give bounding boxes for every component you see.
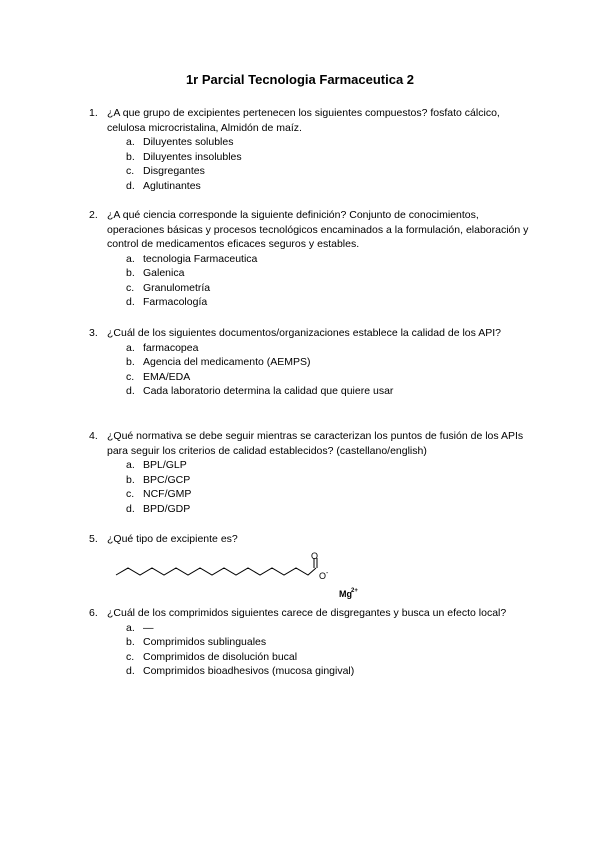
option-a[interactable] <box>126 135 529 150</box>
question-number: 3. <box>89 327 98 339</box>
question-number: 1. <box>89 107 98 119</box>
option-d[interactable] <box>126 384 529 399</box>
option-b[interactable] <box>126 473 529 488</box>
question-text: ¿A qué ciencia corresponde la siguiente definición? Conjunto de conocimientos, operaciones básicas y procesos tecnológicos encaminados a la formulación, elaboración y control de medicamentos eficaces seguros y estables. <box>107 209 529 250</box>
option-letter: b. <box>126 267 135 279</box>
option-a[interactable] <box>126 458 529 473</box>
option-letter: a. <box>126 459 135 471</box>
question-2 <box>89 208 529 310</box>
stearate-molecule-diagram <box>113 552 373 604</box>
option-c[interactable] <box>126 650 529 665</box>
option-text: Comprimidos sublinguales <box>143 636 267 648</box>
options-list <box>126 252 529 310</box>
page-title: 1r Parcial Tecnologia Farmaceutica 2 <box>185 72 415 87</box>
option-text: farmacopea <box>143 341 199 354</box>
option-letter: d. <box>126 385 135 397</box>
option-text: Comprimidos bioadhesivos (mucosa gingival) <box>143 665 355 677</box>
option-b[interactable] <box>126 266 529 281</box>
carbon-chain <box>116 568 316 575</box>
options-list <box>126 621 529 679</box>
option-b[interactable] <box>126 150 529 165</box>
question-number: 2. <box>89 209 98 221</box>
option-d[interactable] <box>126 502 529 517</box>
option-letter: b. <box>126 356 135 368</box>
option-letter: a. <box>126 621 135 634</box>
question-text: ¿A que grupo de excipientes pertenecen los siguientes compuestos? fosfato cálcico, celulosa microcristalina, Almidón de maíz. <box>107 107 500 134</box>
question-3 <box>89 326 529 399</box>
option-text: — <box>143 621 154 634</box>
option-text: Cada laboratorio determina la calidad que quiere usar <box>143 385 394 397</box>
question-text: ¿Cuál de los comprimidos siguientes carece de disgregantes y busca un efecto local? <box>107 607 507 619</box>
option-a[interactable] <box>126 621 529 636</box>
option-letter: a. <box>126 341 135 354</box>
option-text: Comprimidos de disolución bucal <box>143 650 298 663</box>
options-list <box>126 135 529 193</box>
option-d[interactable] <box>126 295 529 310</box>
option-letter: a. <box>126 252 135 265</box>
option-d[interactable] <box>126 179 529 194</box>
option-text: BPD/GDP <box>143 502 191 515</box>
option-text: Diluyentes insolubles <box>143 150 242 163</box>
option-text: Disgregantes <box>143 165 205 177</box>
option-text: Galenica <box>143 267 185 279</box>
question-4 <box>89 429 529 516</box>
cation-charge: 2+ <box>351 588 358 594</box>
option-c[interactable] <box>126 281 529 296</box>
option-letter: c. <box>126 488 135 500</box>
option-text: Granulometría <box>143 281 211 294</box>
option-letter: b. <box>126 473 135 486</box>
option-d[interactable] <box>126 664 529 679</box>
question-text: ¿Qué tipo de excipiente es? <box>107 533 238 545</box>
option-b[interactable] <box>126 355 529 370</box>
option-a[interactable] <box>126 252 529 267</box>
option-text: Diluyentes solubles <box>143 136 234 148</box>
option-text: EMA/EDA <box>143 370 191 383</box>
question-number: 6. <box>89 607 98 619</box>
option-letter: c. <box>126 650 135 663</box>
question-5 <box>89 532 529 547</box>
option-text: Aglutinantes <box>143 179 201 192</box>
option-c[interactable] <box>126 487 529 502</box>
question-text: ¿Qué normativa se debe seguir mientras se caracterizan los puntos de fusión de los APIs para seguir los criterios de calidad establecidos? (castellano/english) <box>107 430 524 457</box>
option-text: tecnologia Farmaceutica <box>143 252 258 265</box>
option-letter: a. <box>126 136 135 148</box>
option-letter: d. <box>126 296 135 308</box>
option-letter: b. <box>126 636 135 648</box>
oxygen-label: O <box>311 552 319 561</box>
option-letter: d. <box>126 502 135 515</box>
option-letter: d. <box>126 665 135 677</box>
option-letter: b. <box>126 150 135 163</box>
question-1 <box>89 106 529 193</box>
question-number: 5. <box>89 533 98 545</box>
option-text: BPL/GLP <box>143 459 187 471</box>
question-text: ¿Cuál de los siguientes documentos/organizaciones establece la calidad de los API? <box>107 327 501 339</box>
option-text: Farmacología <box>143 296 208 308</box>
question-number: 4. <box>89 430 98 442</box>
option-c[interactable] <box>126 164 529 179</box>
anion-charge: - <box>326 570 329 577</box>
option-c[interactable] <box>126 370 529 385</box>
question-6 <box>89 606 529 679</box>
cation-label: Mg <box>339 589 352 599</box>
option-a[interactable] <box>126 341 529 356</box>
options-list <box>126 341 529 399</box>
option-text: BPC/GCP <box>143 473 191 486</box>
option-b[interactable] <box>126 635 529 650</box>
option-text: Agencia del medicamento (AEMPS) <box>143 356 311 368</box>
carboxylate-oxygen-label: O <box>319 571 327 581</box>
options-list <box>126 458 529 516</box>
option-letter: c. <box>126 281 135 294</box>
option-letter: d. <box>126 179 135 192</box>
option-text: NCF/GMP <box>143 488 192 500</box>
option-letter: c. <box>126 165 135 177</box>
option-letter: c. <box>126 370 135 383</box>
